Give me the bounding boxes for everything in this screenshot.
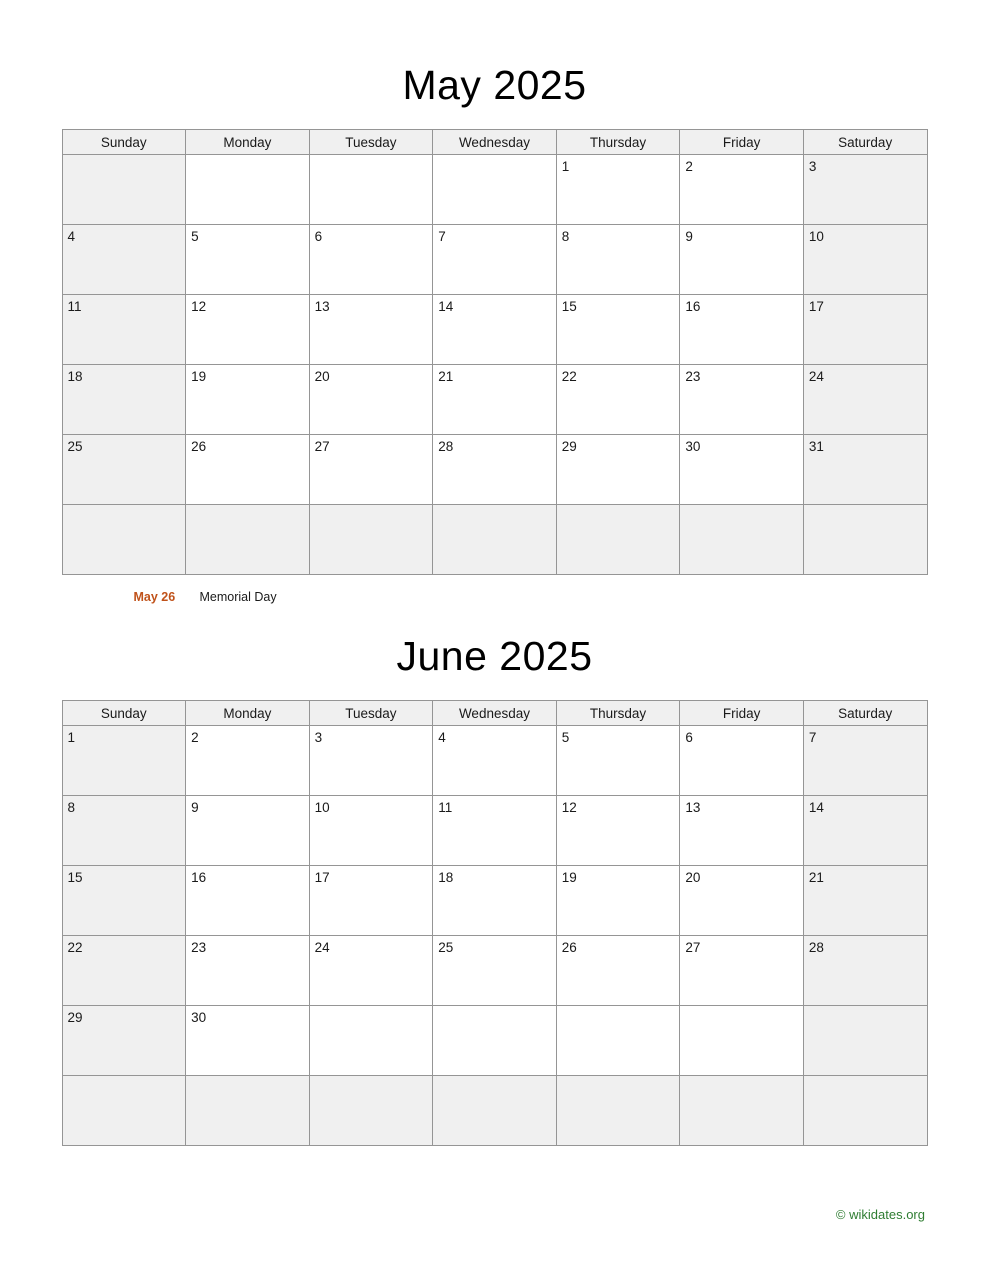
- weekday-header-wednesday: Wednesday: [433, 701, 557, 726]
- day-cell[interactable]: 6: [680, 726, 804, 796]
- day-cell[interactable]: 20: [309, 365, 433, 435]
- day-cell[interactable]: 27: [309, 435, 433, 505]
- calendar-week-row: [62, 365, 927, 435]
- day-cell[interactable]: [186, 155, 310, 225]
- day-cell[interactable]: 29: [62, 1006, 186, 1076]
- day-cell[interactable]: 2: [186, 726, 310, 796]
- day-cell[interactable]: 30: [186, 1006, 310, 1076]
- holiday-name: Memorial Day: [199, 590, 277, 604]
- day-cell[interactable]: [62, 155, 186, 225]
- day-cell[interactable]: 12: [556, 796, 680, 866]
- day-cell[interactable]: 17: [803, 295, 927, 365]
- day-cell[interactable]: [803, 505, 927, 575]
- day-cell[interactable]: 25: [433, 936, 557, 1006]
- day-cell[interactable]: 9: [680, 225, 804, 295]
- day-cell[interactable]: 26: [186, 435, 310, 505]
- day-cell[interactable]: 20: [680, 866, 804, 936]
- calendar-week-row: [62, 155, 927, 225]
- day-cell[interactable]: [309, 1006, 433, 1076]
- day-cell[interactable]: [433, 1076, 557, 1146]
- day-cell[interactable]: 7: [433, 225, 557, 295]
- holiday-list-may: [62, 575, 928, 604]
- day-cell[interactable]: [186, 1076, 310, 1146]
- day-cell[interactable]: 23: [186, 936, 310, 1006]
- day-cell[interactable]: 11: [62, 295, 186, 365]
- calendar-week-row: [62, 225, 927, 295]
- day-cell[interactable]: 10: [803, 225, 927, 295]
- day-cell[interactable]: 3: [309, 726, 433, 796]
- day-cell[interactable]: 5: [556, 726, 680, 796]
- weekday-header-wednesday: Wednesday: [433, 130, 557, 155]
- weekday-header-row: [62, 701, 927, 726]
- calendar-week-row: [62, 505, 927, 575]
- day-cell[interactable]: 25: [62, 435, 186, 505]
- day-cell[interactable]: 15: [556, 295, 680, 365]
- weekday-header-tuesday: Tuesday: [309, 701, 433, 726]
- month-block-june: [0, 604, 989, 1146]
- day-cell[interactable]: 14: [803, 796, 927, 866]
- day-cell[interactable]: 10: [309, 796, 433, 866]
- day-cell[interactable]: 22: [556, 365, 680, 435]
- page-title-may: May 2025: [402, 62, 587, 108]
- day-cell[interactable]: 16: [680, 295, 804, 365]
- day-cell[interactable]: 31: [803, 435, 927, 505]
- weekday-header-row: [62, 130, 927, 155]
- calendar-table-may: [62, 129, 928, 575]
- day-cell[interactable]: [803, 1006, 927, 1076]
- holiday-date: May 26: [133, 590, 176, 604]
- day-cell[interactable]: 29: [556, 435, 680, 505]
- day-cell[interactable]: 16: [186, 866, 310, 936]
- calendar-table-june: [62, 700, 928, 1146]
- day-cell[interactable]: 30: [680, 435, 804, 505]
- site-name[interactable]: wikidates.org: [849, 1207, 925, 1222]
- day-cell[interactable]: 23: [680, 365, 804, 435]
- day-cell[interactable]: [433, 505, 557, 575]
- day-cell[interactable]: [62, 1076, 186, 1146]
- day-cell[interactable]: 21: [433, 365, 557, 435]
- day-cell[interactable]: 24: [803, 365, 927, 435]
- day-cell[interactable]: 12: [186, 295, 310, 365]
- day-cell[interactable]: 4: [62, 225, 186, 295]
- day-cell[interactable]: 11: [433, 796, 557, 866]
- day-cell[interactable]: [309, 155, 433, 225]
- june-title-wrap: [0, 604, 989, 680]
- calendar-week-row: [62, 435, 927, 505]
- weekday-header-thursday: Thursday: [556, 701, 680, 726]
- calendar-week-row: [62, 1076, 927, 1146]
- day-cell[interactable]: 22: [62, 936, 186, 1006]
- weekday-header-monday: Monday: [186, 701, 310, 726]
- may-calendar-wrap: [62, 129, 928, 575]
- day-cell[interactable]: 2: [680, 155, 804, 225]
- day-cell[interactable]: 19: [556, 866, 680, 936]
- footer-credit[interactable]: [836, 1207, 925, 1222]
- day-cell[interactable]: [556, 505, 680, 575]
- day-cell[interactable]: 28: [433, 435, 557, 505]
- weekday-header-monday: Monday: [186, 130, 310, 155]
- day-cell[interactable]: 27: [680, 936, 804, 1006]
- day-cell[interactable]: 26: [556, 936, 680, 1006]
- day-cell[interactable]: 18: [433, 866, 557, 936]
- calendar-week-row: [62, 726, 927, 796]
- holiday-item: [62, 590, 928, 604]
- month-block-may: [0, 0, 989, 604]
- day-cell[interactable]: 24: [309, 936, 433, 1006]
- day-cell[interactable]: [803, 1076, 927, 1146]
- day-cell[interactable]: [186, 505, 310, 575]
- day-cell[interactable]: 19: [186, 365, 310, 435]
- day-cell[interactable]: 17: [309, 866, 433, 936]
- calendar-week-row: [62, 1006, 927, 1076]
- may-title-wrap: [0, 0, 989, 109]
- weekday-header-friday: Friday: [680, 130, 804, 155]
- weekday-header-sunday: Sunday: [62, 130, 186, 155]
- day-cell[interactable]: [309, 505, 433, 575]
- day-cell[interactable]: 28: [803, 936, 927, 1006]
- day-cell[interactable]: 6: [309, 225, 433, 295]
- day-cell[interactable]: [433, 155, 557, 225]
- day-cell[interactable]: 5: [186, 225, 310, 295]
- day-cell[interactable]: 4: [433, 726, 557, 796]
- calendar-week-row: [62, 866, 927, 936]
- weekday-header-tuesday: Tuesday: [309, 130, 433, 155]
- day-cell[interactable]: [556, 1076, 680, 1146]
- day-cell[interactable]: [680, 1006, 804, 1076]
- day-cell[interactable]: [309, 1076, 433, 1146]
- weekday-header-saturday: Saturday: [803, 701, 927, 726]
- calendar-week-row: [62, 796, 927, 866]
- day-cell[interactable]: 1: [556, 155, 680, 225]
- copyright-symbol: ©: [835, 1207, 846, 1222]
- day-cell[interactable]: 15: [62, 866, 186, 936]
- page-title-june: June 2025: [396, 633, 593, 679]
- day-cell[interactable]: 8: [556, 225, 680, 295]
- weekday-header-saturday: Saturday: [803, 130, 927, 155]
- weekday-header-sunday: Sunday: [62, 701, 186, 726]
- day-cell[interactable]: [433, 1006, 557, 1076]
- day-cell[interactable]: 13: [309, 295, 433, 365]
- weekday-header-friday: Friday: [680, 701, 804, 726]
- day-cell[interactable]: [62, 505, 186, 575]
- day-cell[interactable]: 7: [803, 726, 927, 796]
- day-cell[interactable]: 9: [186, 796, 310, 866]
- day-cell[interactable]: 1: [62, 726, 186, 796]
- calendar-week-row: [62, 295, 927, 365]
- day-cell[interactable]: [556, 1006, 680, 1076]
- june-calendar-wrap: [62, 700, 928, 1146]
- day-cell[interactable]: 3: [803, 155, 927, 225]
- day-cell[interactable]: 8: [62, 796, 186, 866]
- day-cell[interactable]: 18: [62, 365, 186, 435]
- day-cell[interactable]: [680, 1076, 804, 1146]
- day-cell[interactable]: 13: [680, 796, 804, 866]
- day-cell[interactable]: [680, 505, 804, 575]
- weekday-header-thursday: Thursday: [556, 130, 680, 155]
- day-cell[interactable]: 14: [433, 295, 557, 365]
- calendar-week-row: [62, 936, 927, 1006]
- day-cell[interactable]: 21: [803, 866, 927, 936]
